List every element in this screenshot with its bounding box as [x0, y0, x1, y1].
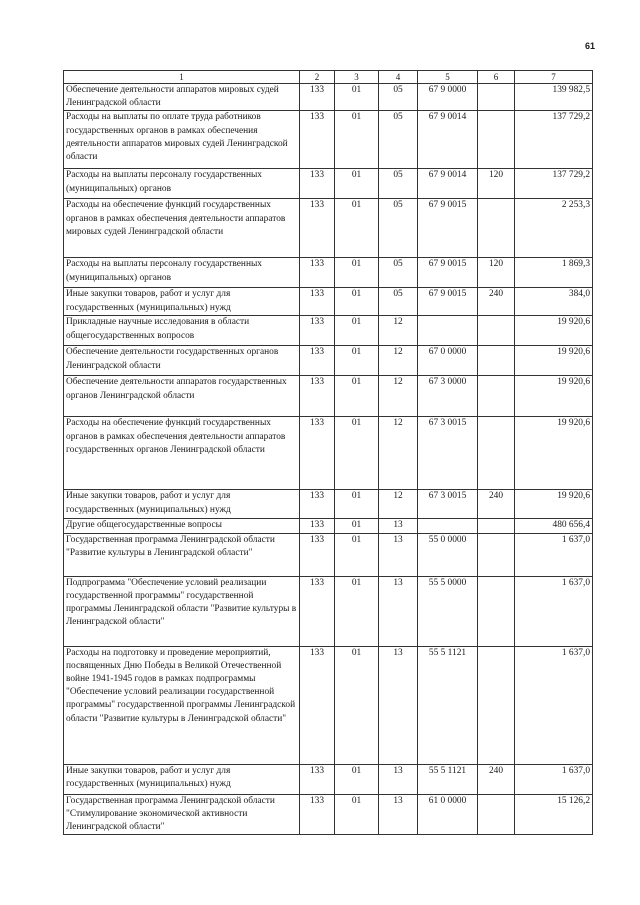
column-header: 1 — [64, 71, 300, 84]
row-target-item: 67 3 0015 — [418, 490, 478, 519]
row-admin-code: 133 — [300, 576, 335, 646]
row-admin-code: 133 — [300, 199, 335, 258]
table-header-row — [64, 71, 593, 84]
row-amount: 19 920,6 — [515, 346, 593, 376]
table-row — [64, 794, 593, 835]
row-target-item — [418, 316, 478, 346]
row-section: 01 — [335, 288, 379, 316]
row-admin-code: 133 — [300, 490, 335, 519]
row-amount: 137 729,2 — [515, 169, 593, 199]
row-subsection: 05 — [379, 84, 418, 111]
table-row — [64, 490, 593, 519]
table-row — [64, 764, 593, 794]
row-amount: 1 637,0 — [515, 646, 593, 764]
table-row — [64, 646, 593, 764]
row-target-item: 67 3 0015 — [418, 417, 478, 490]
row-amount: 137 729,2 — [515, 111, 593, 169]
row-name: Прикладные научные исследования в области общегосударственных вопросов — [64, 316, 300, 346]
table-row — [64, 533, 593, 576]
row-amount: 19 920,6 — [515, 417, 593, 490]
row-expense-type: 240 — [478, 764, 515, 794]
row-admin-code: 133 — [300, 533, 335, 576]
row-expense-type — [478, 84, 515, 111]
row-admin-code: 133 — [300, 346, 335, 376]
row-amount: 1 637,0 — [515, 576, 593, 646]
row-name: Обеспечение деятельности аппаратов государственных органов Ленинградской области — [64, 376, 300, 417]
row-target-item: 67 9 0014 — [418, 169, 478, 199]
row-name: Обеспечение деятельности аппаратов мировых судей Ленинградской области — [64, 84, 300, 111]
row-amount: 1 637,0 — [515, 764, 593, 794]
row-subsection: 05 — [379, 111, 418, 169]
row-target-item: 67 9 0014 — [418, 111, 478, 169]
row-subsection: 13 — [379, 764, 418, 794]
row-amount: 1 637,0 — [515, 533, 593, 576]
row-expense-type — [478, 316, 515, 346]
row-section: 01 — [335, 646, 379, 764]
row-amount: 19 920,6 — [515, 376, 593, 417]
row-admin-code: 133 — [300, 764, 335, 794]
row-name: Расходы на обеспечение функций государственных органов в рамках обеспечения деятельности аппаратов государственных органов Ленинградской области — [64, 417, 300, 490]
row-target-item: 67 9 0015 — [418, 288, 478, 316]
row-target-item: 67 3 0000 — [418, 376, 478, 417]
row-target-item: 61 0 0000 — [418, 794, 478, 835]
row-section: 01 — [335, 533, 379, 576]
row-expense-type — [478, 794, 515, 835]
column-header: 7 — [515, 71, 593, 84]
row-admin-code: 133 — [300, 376, 335, 417]
row-subsection: 12 — [379, 346, 418, 376]
row-admin-code: 133 — [300, 169, 335, 199]
row-target-item: 67 0 0000 — [418, 346, 478, 376]
row-expense-type — [478, 533, 515, 576]
row-expense-type — [478, 519, 515, 533]
column-header: 6 — [478, 71, 515, 84]
row-section: 01 — [335, 417, 379, 490]
row-subsection: 13 — [379, 533, 418, 576]
row-subsection: 12 — [379, 490, 418, 519]
row-amount: 480 656,4 — [515, 519, 593, 533]
row-section: 01 — [335, 316, 379, 346]
row-amount: 15 126,2 — [515, 794, 593, 835]
table-row — [64, 376, 593, 417]
row-subsection: 13 — [379, 519, 418, 533]
row-expense-type: 240 — [478, 490, 515, 519]
row-section: 01 — [335, 376, 379, 417]
row-expense-type — [478, 199, 515, 258]
row-admin-code: 133 — [300, 417, 335, 490]
row-admin-code: 133 — [300, 84, 335, 111]
row-section: 01 — [335, 576, 379, 646]
row-subsection: 12 — [379, 376, 418, 417]
row-section: 01 — [335, 258, 379, 288]
row-expense-type: 240 — [478, 288, 515, 316]
row-amount: 384,0 — [515, 288, 593, 316]
row-admin-code: 133 — [300, 519, 335, 533]
row-subsection: 13 — [379, 576, 418, 646]
row-name: Расходы на выплаты персоналу государственных (муниципальных) органов — [64, 258, 300, 288]
row-amount: 19 920,6 — [515, 316, 593, 346]
table-row — [64, 417, 593, 490]
row-subsection: 05 — [379, 258, 418, 288]
row-subsection: 13 — [379, 646, 418, 764]
row-subsection: 05 — [379, 199, 418, 258]
row-admin-code: 133 — [300, 288, 335, 316]
row-target-item: 55 5 1121 — [418, 764, 478, 794]
row-target-item — [418, 519, 478, 533]
column-header: 3 — [335, 71, 379, 84]
column-header: 4 — [379, 71, 418, 84]
row-name: Расходы на выплаты по оплате труда работников государственных органов в рамках обеспечения деятельности аппаратов мировых судей Ленинградской области — [64, 111, 300, 169]
row-target-item: 67 9 0015 — [418, 199, 478, 258]
row-name: Иные закупки товаров, работ и услуг для государственных (муниципальных) нужд — [64, 490, 300, 519]
row-target-item: 67 9 0000 — [418, 84, 478, 111]
table-row — [64, 169, 593, 199]
table-row — [64, 288, 593, 316]
row-amount: 1 869,3 — [515, 258, 593, 288]
row-admin-code: 133 — [300, 258, 335, 288]
row-expense-type — [478, 646, 515, 764]
row-expense-type — [478, 417, 515, 490]
column-header: 2 — [300, 71, 335, 84]
row-section: 01 — [335, 490, 379, 519]
row-section: 01 — [335, 346, 379, 376]
row-expense-type — [478, 376, 515, 417]
row-amount: 139 982,5 — [515, 84, 593, 111]
table-body — [64, 84, 593, 835]
row-section: 01 — [335, 199, 379, 258]
row-section: 01 — [335, 111, 379, 169]
row-name: Государственная программа Ленинградской области "Развитие культуры в Ленинградской области" — [64, 533, 300, 576]
column-header: 5 — [418, 71, 478, 84]
page-number: 61 — [585, 41, 596, 51]
row-target-item: 67 9 0015 — [418, 258, 478, 288]
row-name: Государственная программа Ленинградской области "Стимулирование экономической активности Ленинградской области" — [64, 794, 300, 835]
table-row — [64, 346, 593, 376]
row-subsection: 05 — [379, 288, 418, 316]
row-name: Расходы на подготовку и проведение мероприятий, посвященных Дню Победы в Великой Отечественной войне 1941-1945 годов в рамках подпрограммы "Обеспечение условий реализации государственной программы" государственной программы Ленинградской области "Развитие культуры в Ленинградской области" — [64, 646, 300, 764]
row-expense-type — [478, 346, 515, 376]
row-subsection: 05 — [379, 169, 418, 199]
row-section: 01 — [335, 169, 379, 199]
table-row — [64, 258, 593, 288]
table-row — [64, 519, 593, 533]
table-row — [64, 84, 593, 111]
table-row — [64, 576, 593, 646]
row-subsection: 12 — [379, 417, 418, 490]
row-name: Иные закупки товаров, работ и услуг для государственных (муниципальных) нужд — [64, 764, 300, 794]
row-expense-type — [478, 111, 515, 169]
table-row — [64, 111, 593, 169]
table-row — [64, 316, 593, 346]
row-subsection: 13 — [379, 794, 418, 835]
row-admin-code: 133 — [300, 646, 335, 764]
row-target-item: 55 5 1121 — [418, 646, 478, 764]
row-expense-type: 120 — [478, 258, 515, 288]
row-admin-code: 133 — [300, 111, 335, 169]
budget-table — [63, 70, 593, 835]
row-amount: 2 253,3 — [515, 199, 593, 258]
row-name: Другие общегосударственные вопросы — [64, 519, 300, 533]
row-expense-type — [478, 576, 515, 646]
row-admin-code: 133 — [300, 794, 335, 835]
table-row — [64, 199, 593, 258]
row-section: 01 — [335, 764, 379, 794]
row-section: 01 — [335, 519, 379, 533]
row-section: 01 — [335, 794, 379, 835]
row-subsection: 12 — [379, 316, 418, 346]
row-section: 01 — [335, 84, 379, 111]
row-name: Подпрограмма "Обеспечение условий реализации государственной программы" государственной программы Ленинградской области "Развитие культуры в Ленинградской области" — [64, 576, 300, 646]
row-name: Обеспечение деятельности государственных органов Ленинградской области — [64, 346, 300, 376]
row-admin-code: 133 — [300, 316, 335, 346]
row-name: Расходы на обеспечение функций государственных органов в рамках обеспечения деятельности аппаратов мировых судей Ленинградской области — [64, 199, 300, 258]
row-target-item: 55 5 0000 — [418, 576, 478, 646]
row-amount: 19 920,6 — [515, 490, 593, 519]
row-expense-type: 120 — [478, 169, 515, 199]
row-target-item: 55 0 0000 — [418, 533, 478, 576]
row-name: Расходы на выплаты персоналу государственных (муниципальных) органов — [64, 169, 300, 199]
row-name: Иные закупки товаров, работ и услуг для государственных (муниципальных) нужд — [64, 288, 300, 316]
